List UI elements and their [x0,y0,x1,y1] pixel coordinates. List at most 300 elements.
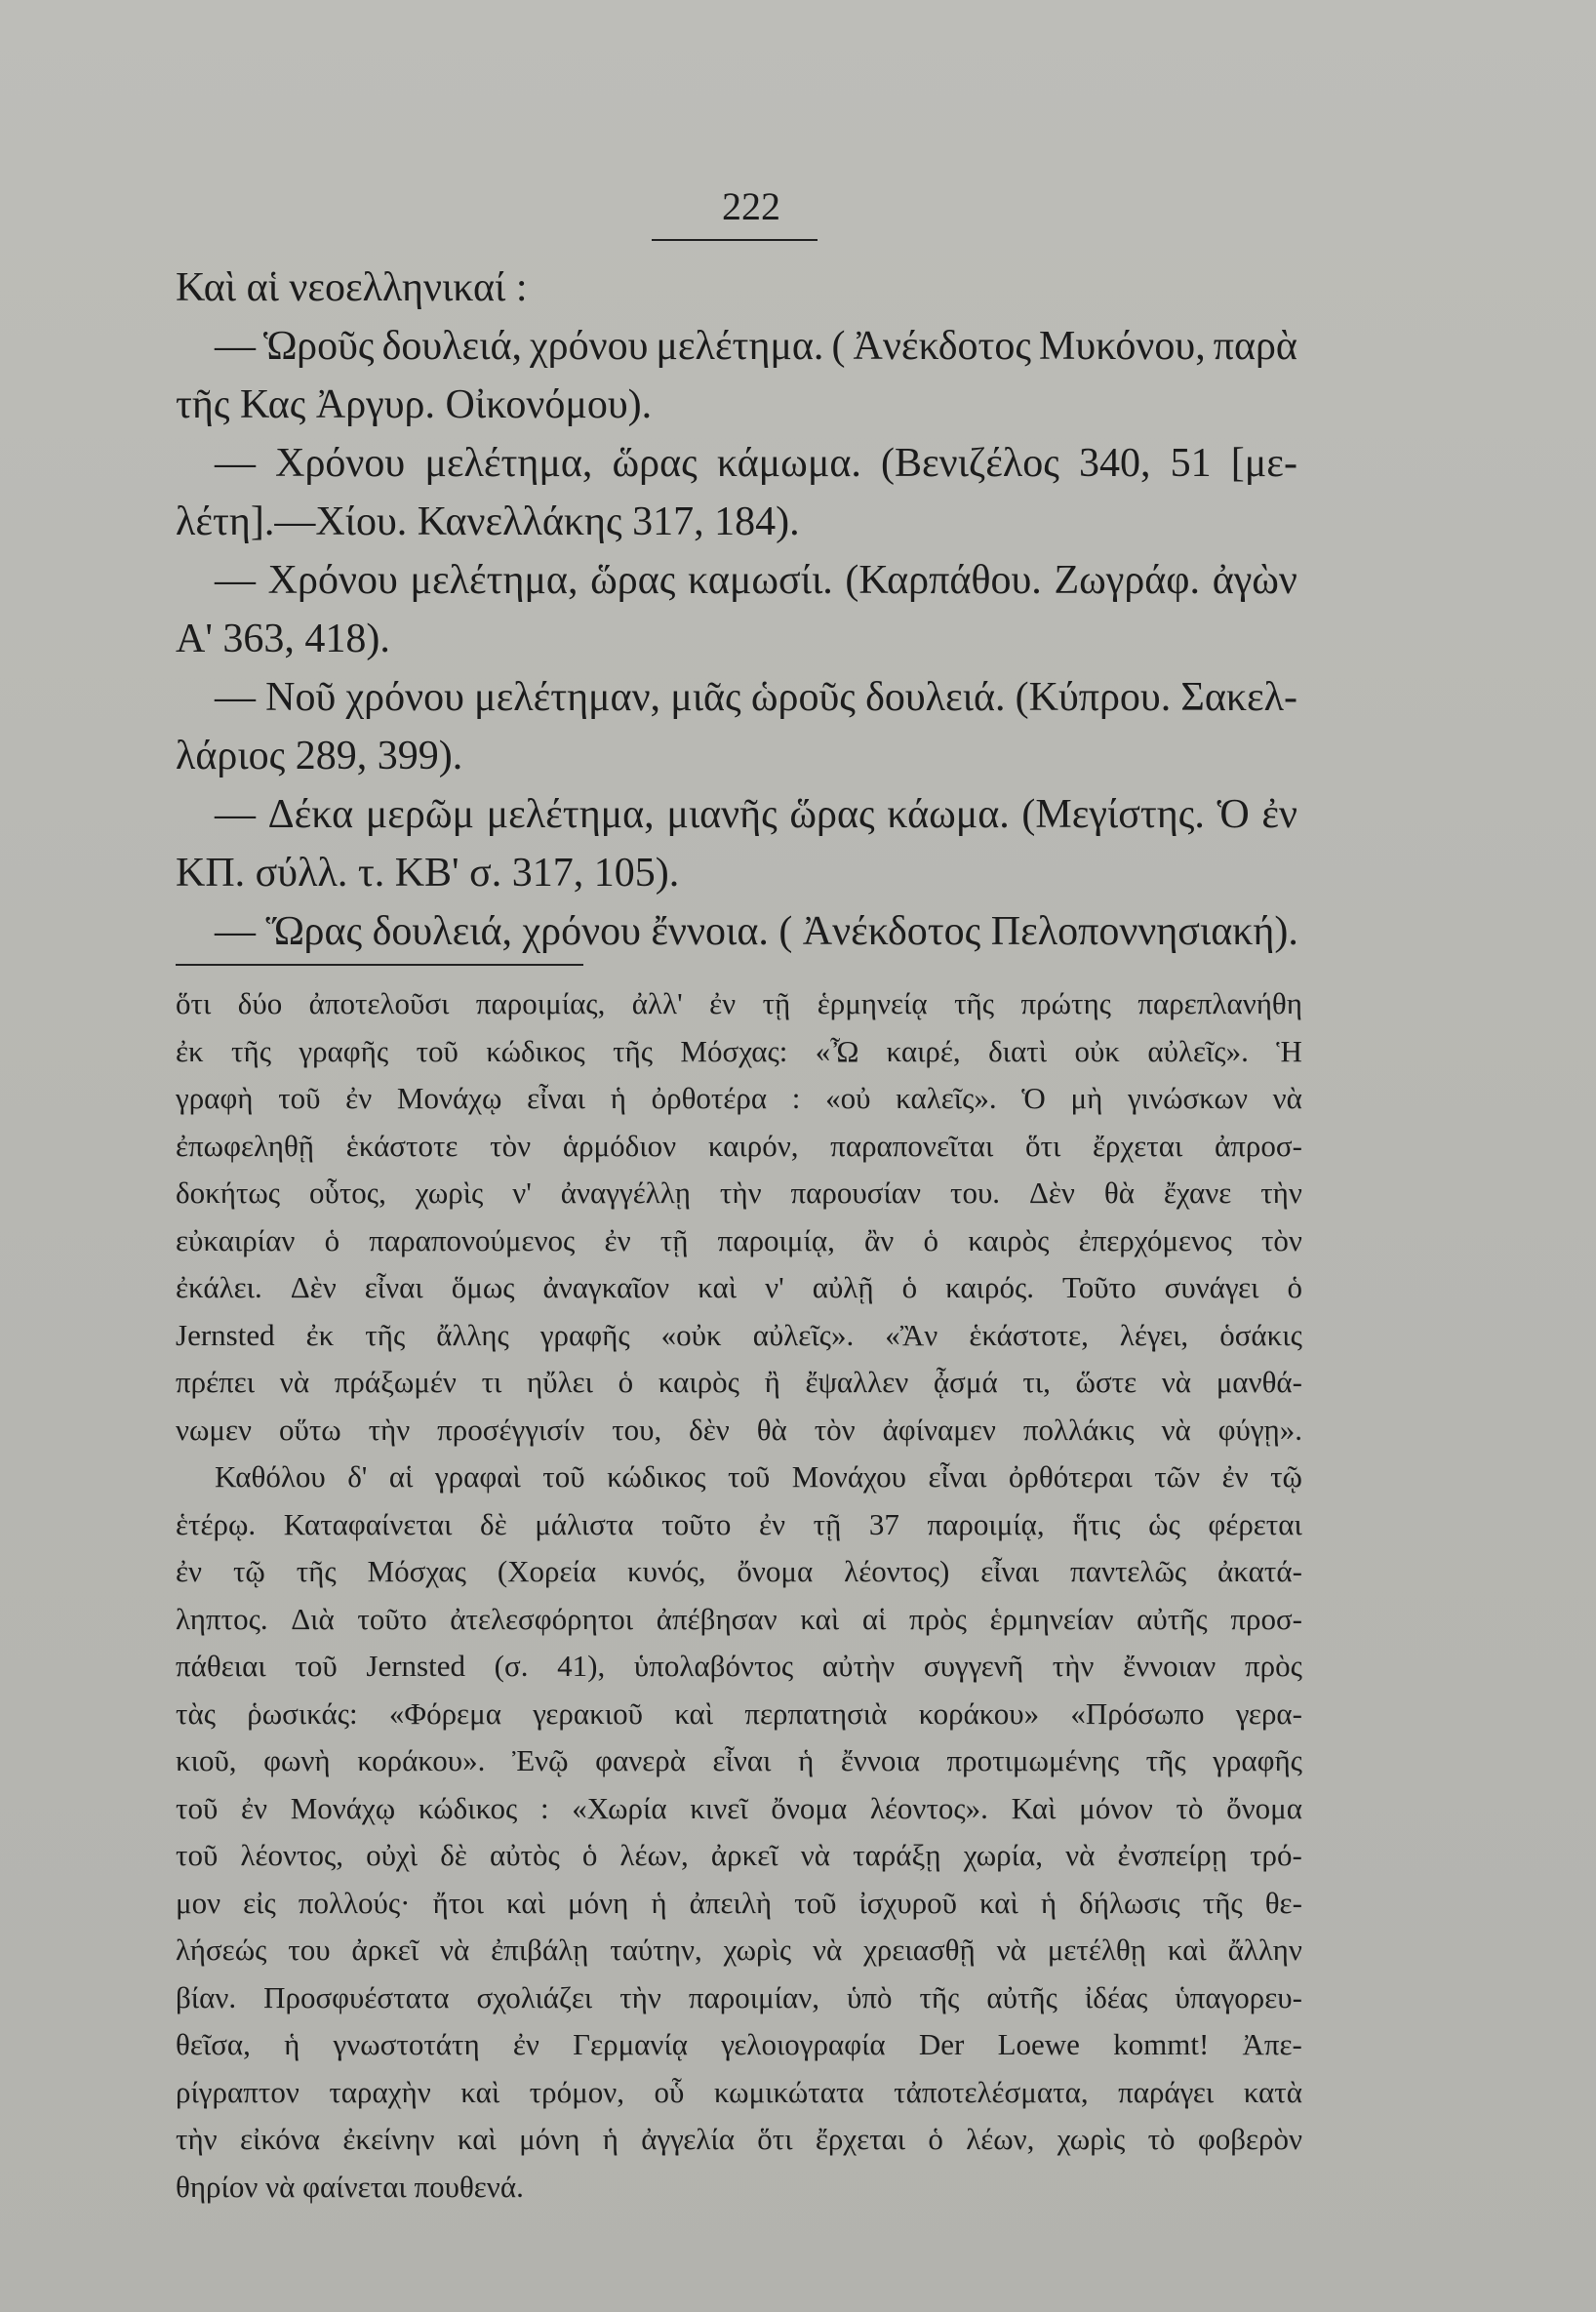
word: ἔννοια [840,1743,920,1777]
word: παρὰ [1213,324,1297,369]
word: τι, [1022,1365,1051,1399]
word: Ὁ [1021,1081,1046,1115]
word: Δὲν [290,1270,337,1304]
word: δήλωσις [1079,1885,1180,1920]
word: ὁ [324,1222,340,1257]
word: «Ἂν [885,1317,938,1352]
word: λέοντος) [844,1554,950,1588]
word: τῆς [231,1033,271,1068]
word: τῆς [296,1554,337,1588]
word: ὅτι [1025,1128,1061,1163]
commentary-line [176,1264,1302,1312]
word: Γερμανίᾳ [573,2027,689,2061]
word: Μυκόνου, [1039,324,1206,369]
word: kommt! [1113,2027,1210,2061]
commentary-line [176,1737,1302,1785]
word: τῷ [1270,1459,1302,1494]
word: χωρὶς [723,1933,792,1967]
word: ηὔλει [527,1365,593,1399]
commentary-line [176,1407,1302,1455]
word: του [288,1933,331,1967]
word: ὥρας [789,792,875,837]
word: ἡ [798,1743,815,1777]
word: θεῖσα, [176,2027,251,2061]
word: κατὰ [1243,2074,1302,2109]
word: ὡροῦς [750,675,856,720]
word: 41), [557,1649,606,1683]
proverb-line: λέτη].—Χίου. Κανελλάκης 317, 184). [176,499,800,544]
word: παροιμίᾳ, [927,1506,1045,1541]
word: τὴν [719,1176,762,1210]
word: Καταφαίνεται [283,1506,453,1541]
word: γνωστοτάτη [333,2027,480,2061]
word: λέοντος, [240,1838,343,1872]
word: καιρὸς [968,1222,1050,1257]
word: ἤτοι [432,1885,485,1920]
word: ὥρας [612,441,698,486]
word: καὶ [457,2122,497,2156]
word: τοῦ [176,1838,219,1872]
word: ἢ [764,1365,780,1399]
word: πρώτης [1020,986,1111,1020]
word: ἡ [651,1885,667,1920]
word: ὥρας [590,558,676,603]
word: αὐτὸς [489,1838,560,1872]
word: Jernsted [176,1317,275,1352]
word: ἐν [604,1222,631,1257]
word: ὅμως [451,1270,515,1304]
word: λέοντος». [869,1790,988,1825]
word: Χρόνου [267,558,398,603]
word: εἶναι [980,1554,1040,1588]
word: ἑτέρῳ. [176,1506,257,1541]
word: μελέτημα, [424,441,593,486]
word: ταραχὴν [329,2074,431,2109]
proverb-line: λάριος 289, 399). [176,734,463,778]
word: δουλειά, [381,324,522,369]
word: ἀπειλὴ [689,1885,773,1920]
word: Δὲν [1028,1176,1075,1210]
word: καιρόν, [707,1128,799,1163]
word: ἀγὼν [1212,558,1297,603]
word: τοῦτο [661,1506,732,1541]
word: ἀτελεσφόρητοι [450,1601,634,1636]
word: τὸν [490,1128,532,1163]
word: αὐλῇ [812,1270,874,1304]
word: τοῦ [416,1033,459,1068]
word: ἐν [512,2027,539,2061]
word: ἑρμηνείαν [989,1601,1114,1636]
word: δὲ [480,1506,507,1541]
word: συγγενῆ [923,1649,1024,1683]
word: — [215,792,256,837]
word: προτιμωμένης [946,1743,1120,1777]
word: ἡ [602,2122,618,2156]
word: τὸν [814,1412,856,1447]
footnote-separator [176,964,583,966]
word: κάωμα. [887,792,1010,837]
word: ὅτι [757,2122,793,2156]
word: συνάγει [1164,1270,1259,1304]
word: Σακελ- [1180,675,1297,720]
word: πρὸς [909,1601,967,1636]
word: τοῦ [278,1081,321,1115]
word: σχολιάζει [476,1979,593,2014]
word: ( [831,324,846,369]
word: ἀπροσ- [1215,1128,1302,1163]
word: (Κύπρου. [1015,675,1172,720]
word: πολλούς· [298,1885,411,1920]
word: ἑκάστοτε [345,1128,459,1163]
word: δὲν [689,1412,730,1447]
word: δὲ [440,1838,467,1872]
word: ἀγγελία [641,2122,735,2156]
word: φέρεται [1208,1506,1302,1541]
word: χρόνου [529,324,649,369]
word: ἐν [758,1506,786,1541]
word: εὐκαιρίαν [176,1222,296,1257]
word: μελέτημα, [486,792,655,837]
word: ὄνομα [771,1790,848,1825]
word: καιρέ, [886,1033,961,1068]
commentary-line [176,2116,1302,2164]
word: [με- [1230,441,1297,486]
word: παρεπλανήθη [1137,986,1302,1020]
word: μετέλθῃ [1047,1933,1146,1967]
word: ᾆσμά [933,1365,998,1399]
word: Καὶ [1011,1790,1057,1825]
word: γινώσκων [1128,1081,1248,1115]
word: εἶναι [527,1081,586,1115]
commentary-line [176,1312,1302,1360]
word: ἄλλης [436,1317,509,1352]
word: Ὁ [1217,792,1250,837]
word: ἀρκεῖ [710,1838,778,1872]
commentary-line [176,2021,1302,2069]
word: Μόσχας: [680,1033,788,1068]
word: ὁ [923,1222,938,1257]
word: πρέπει [176,1365,256,1399]
commentary-line [176,1880,1302,1928]
word: δύο [237,986,283,1020]
word: αὐλεῖς». [752,1317,855,1352]
word: καιρὸς [658,1365,739,1399]
word: ὁ [581,1838,598,1872]
word: ὡς [1148,1506,1180,1541]
word: — [215,441,256,486]
word: περπατησιὰ [744,1695,888,1731]
word: ὅτι [176,986,212,1020]
word: Διὰ [291,1601,335,1636]
word: ἔχανε [1163,1176,1232,1210]
word: μελέτημα, [410,558,579,603]
word: τῇ [813,1506,842,1541]
word: ληπτος. [176,1601,268,1636]
word: κώδικος [607,1459,706,1494]
word: : [791,1081,801,1115]
word: ἔρχεται [1093,1128,1183,1163]
word: ἑκάστοτε, [969,1317,1089,1352]
word: καὶ [460,2074,500,2109]
commentary-block [176,980,1302,2211]
word: 340, [1079,441,1151,486]
word: τὸ [1147,2122,1176,2156]
word: ἂν [864,1222,895,1257]
proverb-line [176,434,1297,493]
word: κιοῦ, [176,1743,237,1777]
word: κοράκου». [357,1743,486,1777]
word: πολλάκις [1022,1412,1135,1447]
word: — [215,558,256,603]
word: ἐπερχόμενος [1078,1222,1232,1257]
word: ἁρμόδιον [562,1128,677,1163]
word: γραφῆς [299,1033,389,1068]
word: νωμεν [176,1412,253,1447]
word: ν' [512,1176,532,1210]
word: ἑρμηνείᾳ [817,986,928,1020]
commentary-line [176,1691,1302,1738]
commentary-line [176,1359,1302,1407]
word: αἱ [861,1601,887,1636]
word: ἀκατά- [1217,1554,1302,1588]
word: ἀλλ' [631,986,683,1020]
word: νὰ [279,1365,310,1399]
word: ἡ [284,2027,300,2061]
commentary-line [176,1596,1302,1644]
word: μόνη [567,1885,629,1920]
word: : [539,1790,549,1825]
word: κυνός, [626,1554,706,1588]
proverb-line: ΚΠ. σύλλ. τ. ΚΒ' σ. 317, 105). [176,851,680,896]
word: ὀρθοτέρα [651,1081,768,1115]
word: τῆς [919,1979,960,2014]
commentary-line [176,1643,1302,1691]
page-number: 222 [722,184,780,228]
word: εἶναι [712,1743,772,1777]
word: ἔρχεται [815,2122,906,2156]
word: ταράξῃ [853,1838,941,1872]
word: τῇ [762,986,791,1020]
word: αὐτῆς [1137,1601,1208,1636]
word: παντελῶς [1070,1554,1187,1588]
word: ἔννοιαν [1123,1649,1217,1683]
word: εἶναι [364,1270,423,1304]
word: δ' [347,1459,368,1494]
word: χρόνου [345,675,464,720]
word: μιᾶς [670,675,741,720]
word: Ὡροῦς [263,324,375,369]
word: τοῦ [176,1790,219,1825]
proverb-line [176,551,1297,610]
word: καὶ [800,1601,840,1636]
word: Ἀνέκδοτος [853,324,1031,369]
word: γελοιογραφία [721,2027,886,2061]
word: Μόσχας [367,1554,466,1588]
word: νὰ [439,1933,470,1967]
word: ἐν [1261,792,1297,837]
word: καὶ [978,1885,1018,1920]
commentary-line [176,1028,1302,1076]
word: τὸν [1260,1222,1302,1257]
word: ἥτις [1072,1506,1121,1541]
word: χωρὶς [1057,2122,1126,2156]
proverb-line [176,317,1297,376]
word: οὗ [654,2074,685,2109]
word: 37 [868,1506,899,1541]
word: Μονάχῳ [290,1790,396,1825]
word: φοβερὸν [1197,2122,1302,2156]
word: ἐπιβάλῃ [491,1933,589,1967]
word: ἄλλην [1227,1933,1302,1967]
word: κάμωμα. [716,441,861,486]
word: μάλιστα [535,1506,634,1541]
word: νὰ [1161,1365,1192,1399]
word: ὄνομα [737,1554,814,1588]
proverb-line: Καὶ αἱ νεοελληνικαί : [176,265,528,310]
word: φύγῃ». [1217,1412,1302,1447]
word: κωμικώτατα [713,2074,864,2109]
proverb-line [176,785,1297,844]
word: τῆς [613,1033,654,1068]
word: παροιμίας, [475,986,606,1020]
word: γερα- [1235,1695,1302,1731]
commentary-line: θηρίον νὰ φαίνεται πουθενά. [176,2169,524,2204]
word: 51 [1170,441,1212,486]
word: παραπονούμενος [369,1222,576,1257]
word: — [215,324,256,369]
word: ἐν [709,986,737,1020]
word: λέων, [966,2122,1035,2156]
word: μελέτημαν, [474,675,661,720]
word: Καθόλου [215,1459,326,1494]
word: ῥωσικάς: [247,1695,358,1731]
word: Νοῦ [265,675,337,720]
word: θὰ [1103,1176,1135,1210]
word: θε- [1264,1885,1302,1920]
word: τῷ [232,1554,265,1588]
word: ὑπὸ [846,1979,893,2014]
word: ἐνσπείρῃ [1117,1838,1227,1872]
word: ἐν [240,1790,268,1825]
word: ὁσάκις [1219,1317,1302,1352]
word: Ἡ [1276,1033,1302,1068]
word: ὥστε [1075,1365,1137,1399]
word: τοῦ [542,1459,585,1494]
word: τῇ [659,1222,689,1257]
proverb-line: Α' 363, 418). [176,617,390,661]
word: αἱ [388,1459,414,1494]
proverb-line: — Ὥρας δουλειά, χρόνου ἔννοια. ( Ἀνέκδοτος Πελοποννησιακή). [215,909,1298,954]
word: καὶ [698,1270,738,1304]
proverb-line [176,668,1297,727]
word: αὐλεῖς». [1147,1033,1249,1068]
word: ρίγραπτον [176,2074,299,2109]
word: Jernsted [366,1649,465,1683]
word: ἐν [176,1554,203,1588]
word: λήσεώς [176,1933,267,1967]
word: (Μεγίστης. [1021,792,1205,837]
word: ν' [765,1270,784,1304]
word: Τοῦτο [1062,1270,1137,1304]
word: γραφὴ [176,1081,254,1115]
word: τοῦτο [357,1601,427,1636]
word: τῶν [1154,1459,1201,1494]
word: μιανῆς [666,792,778,837]
word: Μονάχου [791,1459,906,1494]
word: ἐν [345,1081,373,1115]
word: παρουσίαν [790,1176,922,1210]
word: προσ- [1230,1601,1302,1636]
word: κοράκου» [918,1695,1040,1731]
word: ἀναγκαῖον [542,1270,670,1304]
word: φωνὴ [263,1743,331,1777]
commentary-line [176,1123,1302,1171]
word: εἰς [243,1885,276,1920]
word: Μονάχῳ [396,1081,502,1115]
word: νὰ [800,1838,830,1872]
word: καιρός. [945,1270,1034,1304]
word: (Βενιζέλος [880,441,1059,486]
word: τὴν [1260,1176,1302,1210]
word: ὁ [618,1365,634,1399]
word: διατὶ [988,1033,1048,1068]
word: οὐκ [1074,1033,1120,1068]
word: Ζωγράφ. [1054,558,1201,603]
word: εἰκόνα [239,2122,321,2156]
commentary-line [176,1170,1302,1217]
word: λέων, [619,1838,689,1872]
word: Ἐνῷ [511,1743,569,1777]
word: Der [918,2027,965,2061]
word: τὴν [619,1979,661,2014]
word: «οὐ [825,1081,871,1115]
commentary-line [176,2069,1302,2117]
word: ἰδέας [1084,1979,1148,2014]
word: ἀρκεῖ [351,1933,419,1967]
word: χρειασθῇ [863,1933,976,1967]
word: ἐν [1221,1459,1249,1494]
word: Δέκα [267,792,354,837]
word: του, [612,1412,662,1447]
word: γραφαὶ [434,1459,521,1494]
word: τὴν [176,2122,218,2156]
commentary-line [176,1974,1302,2022]
word: χωρὶς [415,1176,484,1210]
word: ὀρθότεραι [1008,1459,1133,1494]
commentary-line [176,1832,1302,1880]
word: γραφῆς [1213,1743,1302,1777]
word: τρόμον, [529,2074,624,2109]
word: γραφῆς [539,1317,630,1352]
word: αὐτῆς [986,1979,1057,2014]
word: ἔψαλλεν [805,1365,909,1399]
word: τὸ [1176,1790,1204,1825]
word: κινεῖ [690,1790,748,1825]
word: τρό- [1250,1838,1302,1872]
word: ὁ [928,2122,943,2156]
word: ἡ [1040,1885,1057,1920]
word: παραπονεῖται [830,1128,994,1163]
word: (Καρπάθου. [845,558,1042,603]
word: ἰσχυροῦ [858,1885,957,1920]
word: τι [481,1365,502,1399]
word: τὴν [1052,1649,1095,1683]
word: ταύτην, [610,1933,702,1967]
word: κώδικος [486,1033,585,1068]
word: νὰ [813,1933,843,1967]
word: μόνον [1079,1790,1153,1825]
word: Χρόνου [275,441,406,486]
